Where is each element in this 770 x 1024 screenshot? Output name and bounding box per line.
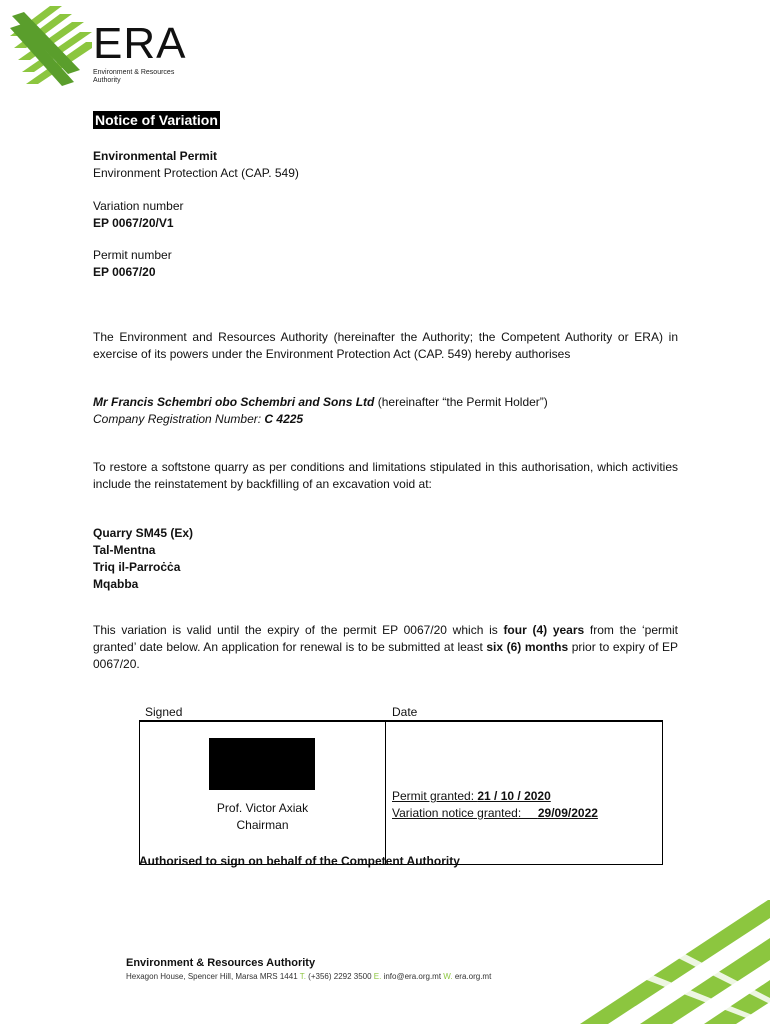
reg-number: C 4225 [264, 412, 304, 426]
address-line: Quarry SM45 (Ex) [93, 526, 194, 540]
document-title: Notice of Variation [95, 112, 218, 128]
footer-stripes-decoration [540, 900, 770, 1024]
act-reference: Environment Protection Act (CAP. 549) [93, 166, 299, 180]
redacted-signature [209, 738, 315, 790]
permit-granted: Permit granted: 21 / 10 / 2020 [392, 789, 551, 803]
variation-number: EP 0067/20/V1 [93, 216, 174, 230]
variation-info [93, 198, 678, 232]
address-line: Mqabba [93, 577, 139, 591]
variation-label: Variation number [93, 199, 184, 213]
signer-name: Prof. Victor Axiak [216, 801, 309, 815]
permit-holder [93, 394, 678, 428]
signer-title: Chairman [236, 818, 289, 832]
footer-org: Environment & Resources Authority [126, 957, 316, 969]
address-line: Tal-Mentna [93, 543, 156, 557]
permit-info [93, 148, 678, 182]
logo-subtitle: Environment & Resources Authority [93, 69, 175, 84]
holder-suffix: (hereinafter “the Permit Holder”) [374, 395, 548, 409]
signed-header: Signed [145, 705, 183, 719]
permit-label: Permit number [93, 248, 172, 262]
permit-type: Environmental Permit [93, 149, 218, 163]
validity-paragraph: This variation is valid until the expiry of the permit EP 0067/20 which is four (4) years from the ‘permit granted’ date below. An application for renewal is to be submitted at least six (6) months prior to expiry of EP 0067/20. [93, 623, 678, 671]
era-logo-icon [10, 6, 92, 90]
footer-contact: Hexagon House, Spencer Hill, Marsa MRS 1441 T. (+356) 2292 3500 E. info@era.org.mt W. era.org.mt [126, 972, 492, 981]
holder-name: Mr Francis Schembri obo Schembri and Sons Ltd [93, 395, 375, 409]
site-address [93, 525, 678, 593]
activity-paragraph: To restore a softstone quarry as per conditions and limitations stipulated in this authorisation, which activities include the reinstatement by backfilling of an excavation void at: [93, 460, 678, 491]
variation-granted: Variation notice granted: 29/09/2022 [392, 806, 598, 820]
reg-label: Company Registration Number: [93, 412, 265, 426]
permit-number: EP 0067/20 [93, 265, 156, 279]
date-header: Date [392, 705, 418, 719]
logo-wordmark: ERA [93, 19, 187, 68]
authorised-statement: Authorised to sign on behalf of the Competent Authority [139, 854, 460, 868]
authority-paragraph: The Environment and Resources Authority (hereinafter the Authority; the Competent Authority or ERA) in exercise of its powers under the Environment Protection Act (CAP. 549) hereby authorises [93, 330, 678, 361]
permit-number-info [93, 247, 678, 281]
address-line: Triq il-Parroċċa [93, 560, 181, 574]
